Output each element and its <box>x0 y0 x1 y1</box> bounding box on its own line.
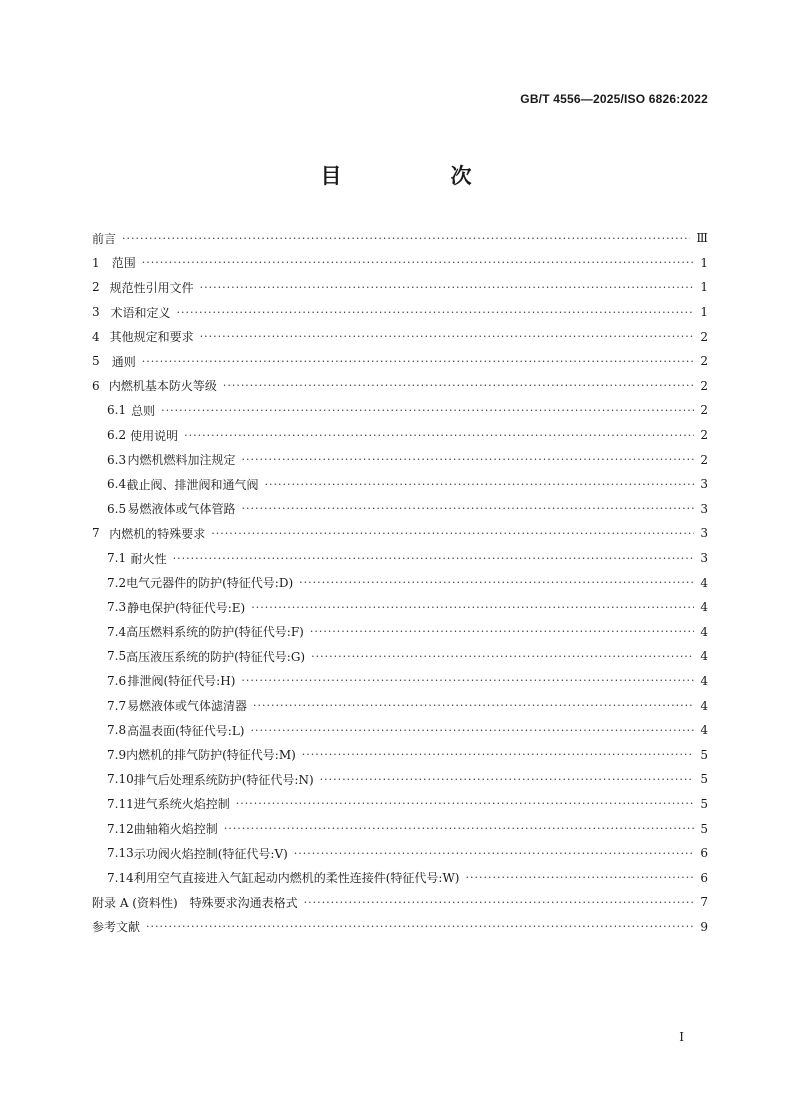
toc-entry[interactable] <box>92 644 708 669</box>
toc-leader-dots <box>200 281 694 294</box>
toc-leader-dots <box>173 552 694 565</box>
toc-leader-dots <box>250 724 694 737</box>
toc-leader-dots <box>224 822 694 835</box>
toc-leader-dots <box>200 330 694 343</box>
toc-entry[interactable] <box>92 718 708 743</box>
toc-entry[interactable] <box>92 447 708 472</box>
toc-entry-page: 5 <box>700 796 708 811</box>
toc-entry-label: 截止阀、排泄阀和通气阀 <box>126 477 259 492</box>
toc-leader-dots <box>264 478 694 491</box>
toc-entry-number: 7.6 <box>107 673 127 688</box>
toc-entry-label: 参考文献 <box>92 920 141 935</box>
toc-entry-page: 2 <box>700 403 708 418</box>
toc-leader-dots <box>146 920 694 933</box>
table-of-contents <box>92 226 708 939</box>
toc-entry-label: 总则 <box>131 403 156 418</box>
toc-entry-page: 3 <box>700 477 708 492</box>
toc-entry-number: 7.4 <box>107 624 127 639</box>
toc-entry[interactable] <box>92 915 708 940</box>
toc-entry-page: 4 <box>700 698 708 713</box>
toc-leader-dots <box>211 527 694 540</box>
toc-entry-page: 3 <box>700 526 708 541</box>
toc-entry-number: 7.1 <box>107 551 127 566</box>
toc-entry-number: 7 <box>92 526 100 541</box>
toc-entry-page: 2 <box>700 378 708 393</box>
toc-entry-page: 1 <box>700 305 708 320</box>
toc-leader-dots <box>161 404 694 417</box>
toc-leader-dots <box>251 601 694 614</box>
toc-leader-dots <box>223 379 694 392</box>
toc-entry-page: 6 <box>700 870 708 885</box>
toc-entry-label: 使用说明 <box>130 428 179 443</box>
toc-entry-number: 7.8 <box>107 723 127 738</box>
toc-entry-label: 术语和定义 <box>110 305 171 320</box>
toc-entry-page: 2 <box>700 329 708 344</box>
toc-entry-number: 7.14 <box>107 870 134 885</box>
toc-entry[interactable] <box>92 742 708 767</box>
toc-entry-label: 高压燃料系统的防护(特征代号:F) <box>126 625 304 640</box>
page-title: 目 次 <box>320 164 516 188</box>
toc-entry-page: 5 <box>700 772 708 787</box>
toc-entry-label: 内燃机的排气防护(特征代号:M) <box>126 748 296 763</box>
toc-entry[interactable] <box>92 226 708 251</box>
toc-entry-number: 7.3 <box>107 600 127 615</box>
toc-leader-dots <box>176 306 694 319</box>
toc-entry-label: 排气后处理系统防护(特征代号:N) <box>133 772 314 787</box>
toc-entry[interactable] <box>92 841 708 866</box>
toc-entry[interactable] <box>92 546 708 571</box>
toc-leader-dots <box>142 256 694 269</box>
toc-entry-label: 规范性引用文件 <box>109 280 194 295</box>
standard-code: GB/T 4556—2025/ISO 6826:2022 <box>520 92 708 106</box>
toc-leader-dots <box>304 896 694 909</box>
toc-entry[interactable] <box>92 595 708 620</box>
toc-entry-label: 静电保护(特征代号:E) <box>127 600 246 615</box>
toc-leader-dots <box>241 674 694 687</box>
toc-leader-dots <box>311 650 694 663</box>
toc-entry-label: 曲轴箱火焰控制 <box>133 822 218 837</box>
toc-entry-number: 4 <box>92 329 100 344</box>
toc-entry-number: 7.9 <box>107 747 127 762</box>
toc-entry-page: Ⅲ <box>696 231 708 246</box>
toc-entry-label: 易燃液体或气体管路 <box>127 502 236 517</box>
toc-entry-page: 4 <box>700 624 708 639</box>
toc-entry[interactable] <box>92 324 708 349</box>
toc-leader-dots <box>320 773 694 786</box>
toc-entry[interactable] <box>92 767 708 792</box>
toc-entry-number: 7.13 <box>107 846 134 861</box>
toc-entry-number: 6.4 <box>107 477 127 492</box>
toc-entry-page: 7 <box>700 895 708 910</box>
toc-entry-label: 内燃机燃料加注规定 <box>127 453 236 468</box>
toc-entry[interactable] <box>92 865 708 890</box>
toc-entry[interactable] <box>92 792 708 817</box>
toc-entry-number: 7.7 <box>107 698 127 713</box>
toc-entry-page: 5 <box>700 747 708 762</box>
toc-entry-label: 高压液压系统的防护(特征代号:G) <box>126 649 306 664</box>
toc-entry[interactable] <box>92 620 708 645</box>
toc-entry[interactable] <box>92 472 708 497</box>
toc-entry-label: 内燃机基本防火等级 <box>108 379 217 394</box>
toc-entry-label: 进气系统火焰控制 <box>133 797 230 812</box>
toc-leader-dots <box>253 699 694 712</box>
toc-entry-page: 4 <box>700 673 708 688</box>
toc-entry-page: 6 <box>700 846 708 861</box>
toc-entry-number: 6.1 <box>107 403 127 418</box>
toc-leader-dots <box>299 576 694 589</box>
toc-entry-page: 2 <box>700 354 708 369</box>
toc-entry[interactable] <box>92 693 708 718</box>
toc-leader-dots <box>242 502 694 515</box>
toc-entry-number: 6 <box>92 378 100 393</box>
toc-entry-page: 4 <box>700 575 708 590</box>
toc-entry-label: 电气元器件的防护(特征代号:D) <box>126 576 294 591</box>
toc-leader-dots <box>242 453 694 466</box>
toc-entry-label: 易燃液体或气体滤清器 <box>126 699 247 714</box>
toc-leader-dots <box>142 355 694 368</box>
toc-entry-number: 6.2 <box>107 428 127 443</box>
toc-entry[interactable] <box>92 497 708 522</box>
toc-entry[interactable] <box>92 570 708 595</box>
toc-entry-page: 4 <box>700 600 708 615</box>
toc-entry-label: 高温表面(特征代号:L) <box>127 723 245 738</box>
toc-entry-label: 附录 A (资料性) 特殊要求沟通表格式 <box>92 895 298 910</box>
toc-entry-label: 其他规定和要求 <box>109 330 194 345</box>
toc-entry[interactable] <box>92 816 708 841</box>
toc-entry[interactable] <box>92 890 708 915</box>
toc-leader-dots <box>184 429 694 442</box>
toc-entry-label: 排泄阀(特征代号:H) <box>127 674 236 689</box>
toc-entry-number: 7.12 <box>107 821 134 836</box>
toc-entry-number: 2 <box>92 280 100 295</box>
toc-entry[interactable] <box>92 374 708 399</box>
toc-entry-page: 5 <box>700 821 708 836</box>
toc-entry-page: 9 <box>700 919 708 934</box>
toc-entry[interactable] <box>92 275 708 300</box>
toc-entry-page: 1 <box>700 255 708 270</box>
toc-entry-page: 4 <box>700 649 708 664</box>
toc-entry[interactable] <box>92 398 708 423</box>
toc-entry-page: 3 <box>700 501 708 516</box>
toc-entry-label: 耐火性 <box>130 551 167 566</box>
toc-entry-number: 1 <box>92 255 100 270</box>
toc-entry-number: 7.11 <box>107 796 134 811</box>
toc-leader-dots <box>236 797 694 810</box>
toc-entry-label: 示功阀火焰控制(特征代号:V) <box>133 846 288 861</box>
toc-entry-page: 1 <box>700 280 708 295</box>
toc-entry-label: 范围 <box>111 256 136 271</box>
toc-entry-number: 6.5 <box>107 501 127 516</box>
toc-leader-dots <box>122 232 690 245</box>
toc-entry-number: 7.5 <box>107 649 127 664</box>
toc-entry-number: 5 <box>92 354 100 369</box>
toc-leader-dots <box>465 871 694 884</box>
toc-entry-number: 3 <box>92 305 100 320</box>
toc-entry-label: 利用空气直接进入气缸起动内燃机的柔性连接件(特征代号:W) <box>133 871 460 886</box>
toc-entry[interactable] <box>92 349 708 374</box>
toc-entry-number: 7.10 <box>107 772 134 787</box>
toc-entry-label: 通则 <box>111 354 136 369</box>
toc-leader-dots <box>294 847 694 860</box>
toc-entry-label: 内燃机的特殊要求 <box>109 526 206 541</box>
toc-leader-dots <box>310 625 694 638</box>
toc-entry-page: 3 <box>700 551 708 566</box>
toc-entry[interactable] <box>92 669 708 694</box>
toc-entry-page: 2 <box>700 452 708 467</box>
toc-entry[interactable] <box>92 521 708 546</box>
toc-entry[interactable] <box>92 300 708 325</box>
toc-entry[interactable] <box>92 251 708 276</box>
toc-leader-dots <box>302 748 694 761</box>
toc-entry-number: 6.3 <box>107 452 127 467</box>
toc-entry-page: 2 <box>700 428 708 443</box>
toc-entry-label: 前言 <box>92 231 117 246</box>
toc-entry[interactable] <box>92 423 708 448</box>
toc-entry-number: 7.2 <box>107 575 127 590</box>
page-number: I <box>679 1030 684 1044</box>
toc-entry-page: 4 <box>700 723 708 738</box>
